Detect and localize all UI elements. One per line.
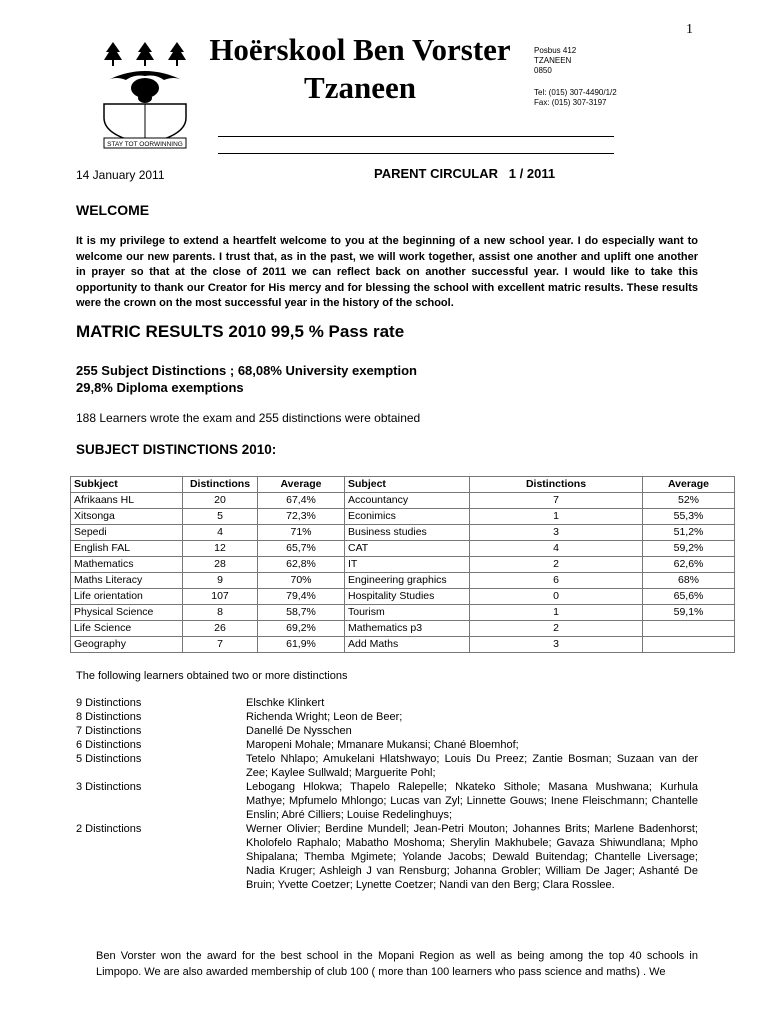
honours-row [76,752,698,780]
table-cell: 107 [183,589,258,605]
table-cell: Afrikaans HL [71,493,183,509]
table-cell [643,621,735,637]
table-cell: 3 [470,525,643,541]
honours-row [76,710,698,724]
honours-row [76,738,698,752]
tree-icon [104,42,122,66]
table-cell: 3 [470,637,643,653]
table-cell: Geography [71,637,183,653]
table-cell: 55,3% [643,509,735,525]
table-cell: Add Maths [345,637,470,653]
table-cell: 1 [470,509,643,525]
honours-row [76,724,698,738]
column-header: Average [258,477,345,493]
column-header: Distinctions [183,477,258,493]
table-cell: 52% [643,493,735,509]
circular-title: PARENT CIRCULAR 1 / 2011 [374,166,556,181]
table-cell: 7 [183,637,258,653]
table-cell: Mathematics p3 [345,621,470,637]
intro-paragraph: It is my privilege to extend a heartfelt welcome to you at the beginning of a new school year. I do especially want to welcome our new parents. I trust that, as in the past, we will work together, assist one another and uplift one another in prayer so that at the close of 2011 we can reflect back on another successful year. I would like to take this opportunity to thank our Creator for His mercy and for blessing the school with excellent matric results. These results were the crown on the most successful year in the history of the school. [76,235,698,309]
table-cell: Econimics [345,509,470,525]
column-header: Subject [345,477,470,493]
table-cell: 67,4% [258,493,345,509]
table-cell: Business studies [345,525,470,541]
learner-names: Richenda Wright; Leon de Beer; [246,711,403,723]
table-header-row [71,477,735,493]
table-cell: Maths Literacy [71,573,183,589]
fax: Fax: (015) 307-3197 [534,98,607,107]
table-cell: IT [345,557,470,573]
subject-distinctions-heading: SUBJECT DISTINCTIONS 2010: [76,442,277,457]
header-divider [218,153,614,154]
matric-stats [76,362,417,396]
table-cell: 62,6% [643,557,735,573]
table-cell: Life orientation [71,589,183,605]
distinction-count-label: 9 Distinctions [76,697,142,709]
column-header: Subkject [71,477,183,493]
distinction-count-label: 2 Distinctions [76,823,142,835]
table-cell: 72,3% [258,509,345,525]
table-cell: Physical Science [71,605,183,621]
table-cell: 7 [470,493,643,509]
address-line: 0850 [534,66,552,75]
learner-names: Lebogang Hlokwa; Thapelo Ralepelle; Nkateko Sithole; Masana Mushwana; Kurhula Mathye; Mpfumelo Mhlongo; Lucas van Zyl; Linnette Gouws; Inene Fleischmann; Chantelle Enslin; Abré Cilliers; Louise Redelinghuys; [246,781,698,821]
distinction-count-label: 5 Distinctions [76,753,142,765]
table-cell: 68% [643,573,735,589]
table-row [71,541,735,557]
circular-date: 14 January 2011 [76,168,165,182]
table-cell: 65,6% [643,589,735,605]
table-row [71,589,735,605]
table-cell: CAT [345,541,470,557]
table-cell: 20 [183,493,258,509]
school-name [190,32,530,106]
telephone: Tel: (015) 307-4490/1/2 [534,88,617,97]
school-name-line2: Tzaneen [304,70,416,105]
table-row [71,637,735,653]
school-address [534,46,620,108]
table-cell: 4 [470,541,643,557]
table-cell: 26 [183,621,258,637]
honours-row [76,780,698,822]
learner-names: Danellé De Nysschen [246,725,352,737]
page-number: 1 [686,22,693,37]
address-line: Posbus 412 [534,46,577,55]
table-row [71,605,735,621]
table-row [71,621,735,637]
table-cell: 6 [470,573,643,589]
table-cell: 59,2% [643,541,735,557]
table-cell: 62,8% [258,557,345,573]
table-cell: 8 [183,605,258,621]
stats-line: 29,8% Diploma exemptions [76,380,244,395]
table-cell: Xitsonga [71,509,183,525]
welcome-heading: WELCOME [76,202,150,218]
distinction-count-label: 7 Distinctions [76,725,142,737]
learners-summary: 188 Learners wrote the exam and 255 distinctions were obtained [76,411,421,425]
table-cell: Engineering graphics [345,573,470,589]
table-cell: 71% [258,525,345,541]
table-cell: Sepedi [71,525,183,541]
table-cell: 1 [470,605,643,621]
learner-names: Elschke Klinkert [246,697,325,709]
table-cell: Accountancy [345,493,470,509]
table-cell: 4 [183,525,258,541]
table-cell: 59,1% [643,605,735,621]
honours-row [76,822,698,892]
stats-line: 255 Subject Distinctions ; 68,08% University exemption [76,363,418,378]
following-learners-intro: The following learners obtained two or more distinctions [76,670,348,682]
school-crest-logo [98,40,192,152]
table-cell: 28 [183,557,258,573]
table-cell: 79,4% [258,589,345,605]
table-cell: 2 [470,621,643,637]
learner-names: Maropeni Mohale; Mmanare Mukansi; Chané Bloemhof; [246,739,519,751]
table-row [71,557,735,573]
table-cell: 12 [183,541,258,557]
table-cell: 61,9% [258,637,345,653]
honours-row [76,696,698,710]
table-cell: 69,2% [258,621,345,637]
table-cell: Mathematics [71,557,183,573]
table-cell: 2 [470,557,643,573]
column-header: Average [643,477,735,493]
subject-distinctions-table [70,476,735,653]
buffalo-icon [108,71,182,103]
distinction-count-label: 8 Distinctions [76,711,142,723]
table-cell: Tourism [345,605,470,621]
table-cell: English FAL [71,541,183,557]
table-row [71,509,735,525]
honours-list [76,696,698,892]
table-cell: 70% [258,573,345,589]
school-name-line1: Hoërskool Ben Vorster [209,32,511,67]
table-row [71,525,735,541]
table-row [71,573,735,589]
header-divider [218,136,614,137]
table-cell: 0 [470,589,643,605]
table-cell: Hospitality Studies [345,589,470,605]
distinction-count-label: 3 Distinctions [76,781,142,793]
learner-names: Werner Olivier; Berdine Mundell; Jean-Petri Mouton; Johannes Brits; Marlene Badenhorst; Kholofelo Raphalo; Mabatho Moshoma; Sherylin Makhubele; Gavaza Shiwundlana; Mpho Shipalana; Themba Mgimete; Yolande Jacobs; Dewald Buitendag; Chantelle Liversage; Nadia Kruger; Ashleigh J van Rensburg; Johanna Grobler; William De Jager; Ashanté De Bruin; Yvette Coetzer; Lynette Coetzer; Nandi van den Berg; Clara Rosslee. [246,823,698,891]
table-cell [643,637,735,653]
table-cell: 51,2% [643,525,735,541]
learner-names: Tetelo Nhlapo; Amukelani Hlatshwayo; Louis Du Preez; Zantie Bosman; Suzaan van der Zee; Kaylee Sullwald; Marguerite Pohl; [246,753,698,779]
table-cell: 65,7% [258,541,345,557]
distinction-count-label: 6 Distinctions [76,739,142,751]
table-cell: Life Science [71,621,183,637]
table-cell: 58,7% [258,605,345,621]
table-cell: 5 [183,509,258,525]
footer-paragraph: Ben Vorster won the award for the best school in the Mopani Region as well as being among the top 40 schools in Limpopo. We are also awarded membership of club 100 ( more than 100 learners who pass science and maths) . We [96,950,698,978]
column-header: Distinctions [470,477,643,493]
matric-results-heading: MATRIC RESULTS 2010 99,5 % Pass rate [76,322,405,341]
table-row [71,493,735,509]
address-line: TZANEEN [534,56,572,65]
crest-motto: STAY TOT OORWINNING [107,141,183,148]
table-cell: 9 [183,573,258,589]
